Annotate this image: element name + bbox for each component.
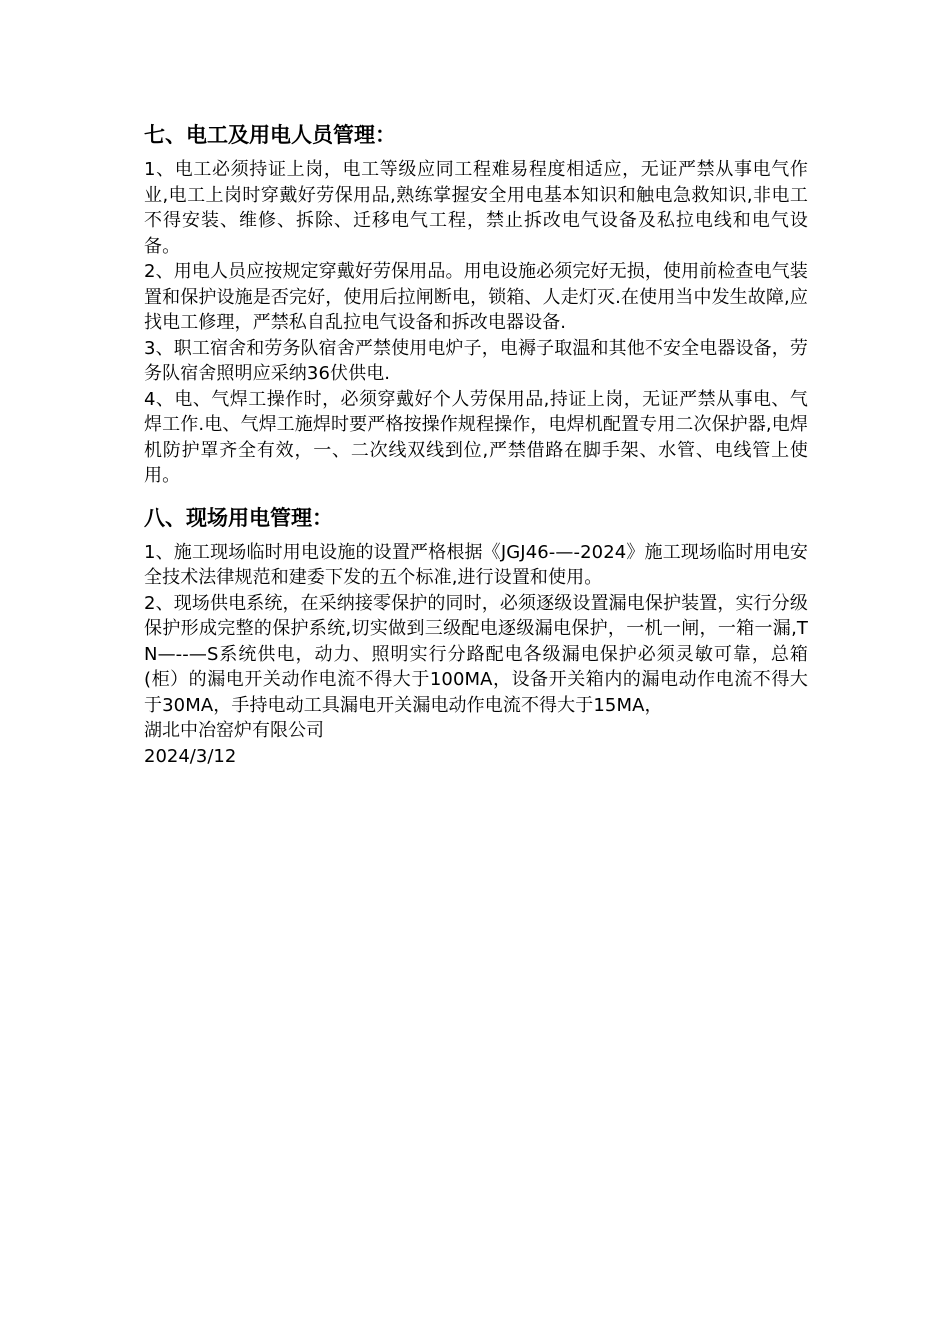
paragraph-2-protective-equipment: 2、用电人员应按规定穿戴好劳保用品。用电设施必须完好无损，使用前检查电气装置和保护设施是否完好，使用后拉闸断电，锁箱、人走灯灭.在使用当中发生故障,应找电工修理，严禁私自乱拉电气设备和拆改电器设备. [144, 261, 808, 333]
paragraph-4-welder-rules: 4、电、气焊工操作时，必须穿戴好个人劳保用品,持证上岗，无证严禁从事电、气焊工作.电、气焊工施焊时要严格按操作规程操作，电焊机配置专用二次保护器,电焊机防护罩齐全有效，一、二次线双线到位,严禁借路在脚手架、水管、电线管上使用。 [144, 388, 808, 486]
document-page [144, 118, 808, 769]
section-title-site-power-management: 八、现场用电管理： [144, 505, 333, 530]
paragraph-1-electrician-certification: 1、电工必须持证上岗，电工等级应同工程难易程度相适应，无证严禁从事电气作业,电工上岗时穿戴好劳保用品,熟练掌握安全用电基本知识和触电急救知识,非电工不得安装、维修、拆除、迁移电气工程，禁止拆改电气设备及私拉电线和电气设备。 [144, 159, 808, 257]
footer-date: 2024/3/12 [144, 745, 237, 767]
footer-company-name: 湖北中冶窑炉有限公司 [144, 720, 324, 741]
paragraph-3-dormitory-rules: 3、职工宿舍和劳务队宿舍严禁使用电炉子，电褥子取温和其他不安全电器设备，劳务队宿舍照明应采纳36伏供电. [144, 337, 808, 384]
paragraph-1-temporary-power-standard: 1、施工现场临时用电设施的设置严格根据《JGJ46-—-2024》施工现场临时用电安全技术法律规范和建委下发的五个标准,进行设置和使用。 [144, 541, 808, 588]
paragraph-2-leakage-protection: 2、现场供电系统，在采纳接零保护的同时，必须逐级设置漏电保护装置，实行分级保护形成完整的保护系统,切实做到三级配电逐级漏电保护，一机一闸，一箱一漏,TN—--—S系统供电，动力、照明实行分路配电各级漏电保护必须灵敏可靠，总箱(柜）的漏电开关动作电流不得大于100MA，设备开关箱内的漏电动作电流不得大于30MA，手持电动工具漏电开关漏电动作电流不得大于15MA， [144, 592, 808, 716]
section-title-electrician-management: 七、电工及用电人员管理： [144, 123, 396, 147]
